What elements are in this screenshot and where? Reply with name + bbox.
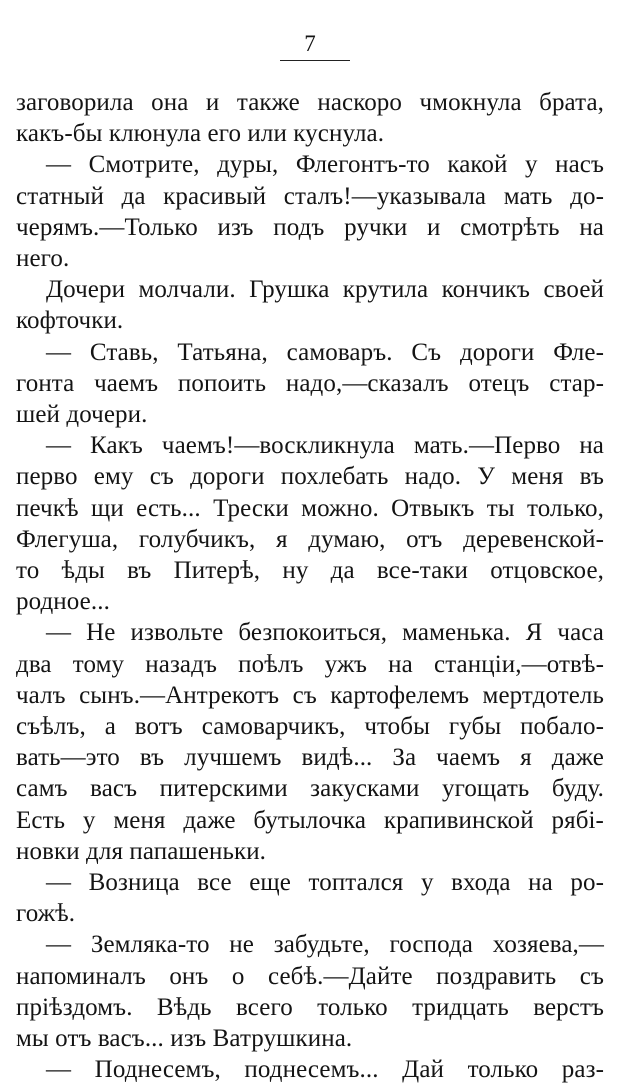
text-line: пріѣздомъ. Вѣдь всего только тридцать верстъ — [16, 993, 604, 1021]
text-line: два тому назадъ поѣлъ ужъ на станціи,—отвѣ- — [16, 650, 604, 678]
text-line: то ѣды въ Питерѣ, ну да все-таки отцовское, — [16, 557, 604, 584]
page-number: 7 — [304, 31, 316, 56]
text-line: Флегуша, голубчикъ, я думаю, отъ деревенской- — [16, 525, 604, 553]
text-line: — Какъ чаемъ!—воскликнула мать.—Перво на — [46, 432, 604, 460]
text-line: кофточки. — [16, 307, 124, 335]
text-line: него. — [16, 245, 70, 272]
text-line: родное... — [16, 588, 110, 616]
text-line: чалъ сынъ.—Антрекотъ съ картофелемъ мертдотель — [16, 681, 604, 709]
text-line: самъ васъ питерскими закусками угощать буду. — [16, 775, 604, 803]
text-line: гожѣ. — [16, 900, 76, 928]
text-line: статный да красивый сталъ!—указывала мать до- — [16, 182, 604, 210]
text-line: — Поднесемъ, поднесемъ... Дай только раз- — [46, 1056, 604, 1084]
text-line: заговорила она и также наскоро чмокнула брата, — [16, 89, 604, 116]
text-line: — Ставь, Татьяна, самоваръ. Съ дороги Фле- — [46, 338, 604, 366]
text-line: новки для папашеньки. — [16, 837, 267, 865]
text-line: какъ-бы клюнула его или куснула. — [16, 120, 385, 148]
text-line: шей дочери. — [16, 401, 148, 428]
text-line: Есть у меня даже бутылочка крапивинской рябі- — [16, 806, 604, 834]
text-line: напоминалъ онъ о себѣ.—Дайте поздравить съ — [16, 962, 604, 990]
text-line: перво ему съ дороги похлебать надо. У меня въ — [16, 463, 604, 491]
text-line: вать—это въ лучшемъ видѣ... За чаемъ я даже — [16, 744, 604, 772]
text-line: съѣлъ, а вотъ самоварчикъ, чтобы губы побало- — [16, 713, 604, 740]
text-line: — Возница все еще топтался у входа на ро- — [46, 869, 604, 896]
text-line: черямъ.—Только изъ подъ ручки и смотрѣть на — [16, 213, 604, 241]
text-line: мы отъ васъ... изъ Ватрушкина. — [16, 1025, 353, 1052]
text-line: — Не извольте безпокоиться, маменька. Я часа — [46, 619, 604, 647]
text-line: печкѣ щи есть... Трески можно. Отвыкъ ты только, — [16, 494, 604, 522]
text-line: — Смотрите, дуры, Флегонтъ-то какой у насъ — [46, 151, 604, 179]
text-line: гонта чаемъ попоить надо,—сказалъ отецъ стар- — [16, 369, 604, 397]
text-line: — Земляка-то не забудьте, господа хозяева,— — [46, 931, 604, 959]
text-line: Дочери молчали. Грушка крутила кончикъ своей — [46, 276, 604, 304]
header-rule — [280, 60, 350, 61]
